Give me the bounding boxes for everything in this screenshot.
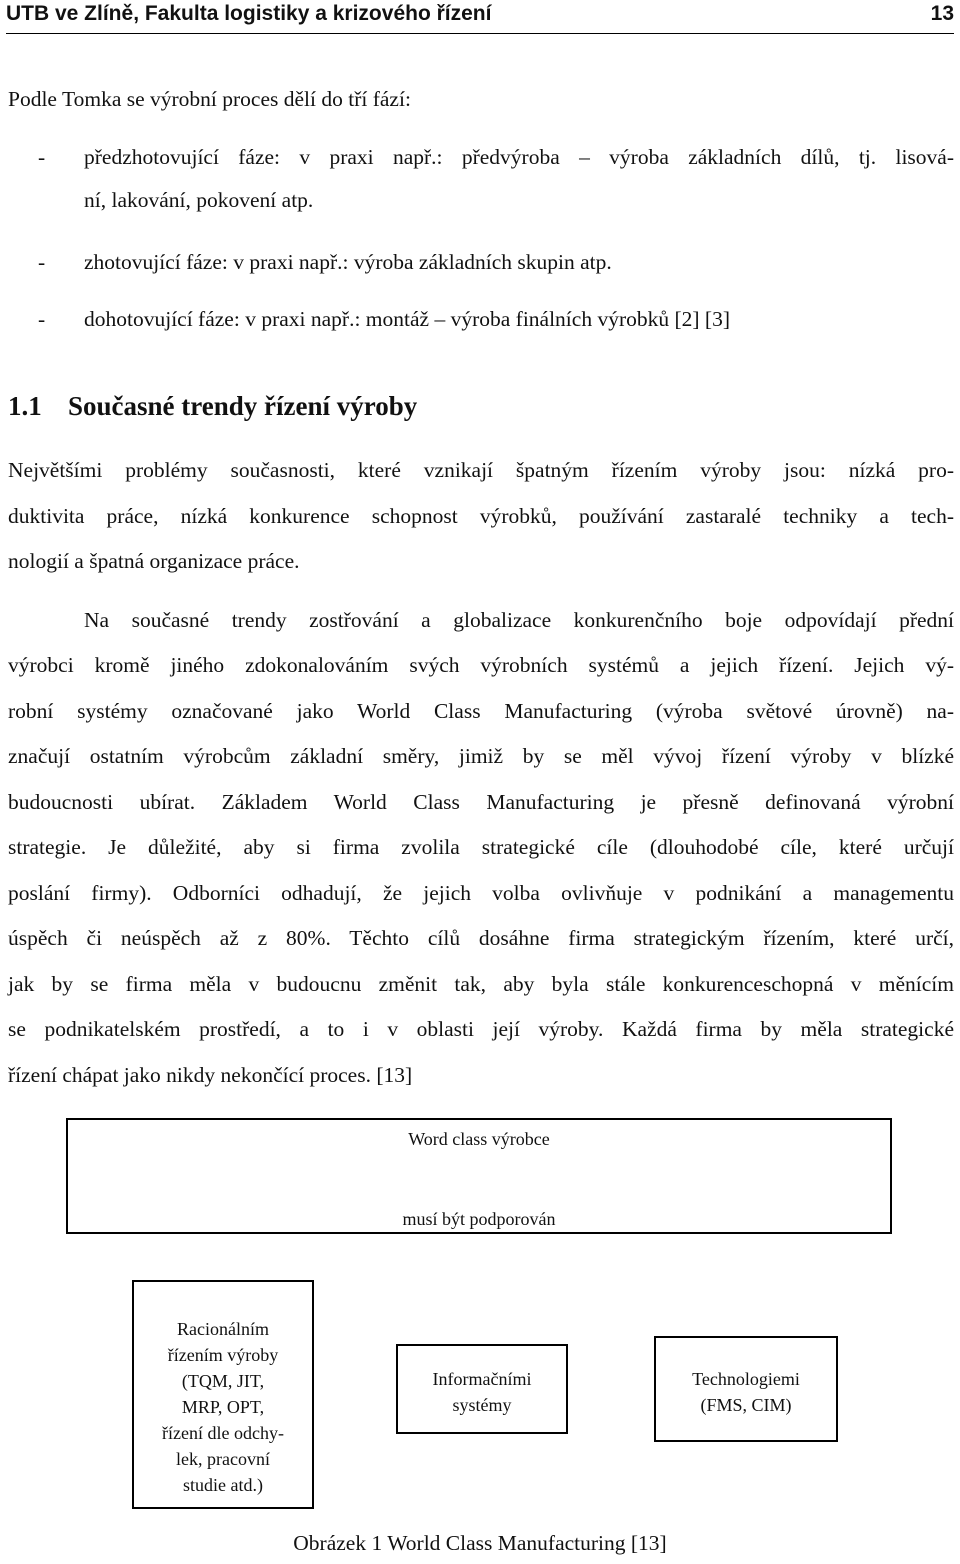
paragraph2-line: Na současné trendy zostřování a globalizace konkurenčního boje odpovídají přední xyxy=(84,608,954,632)
box-line: MRP, OPT, xyxy=(181,1397,265,1417)
list-item-1-line2: ní, lakování, pokovení atp. xyxy=(84,188,314,212)
list-dash: - xyxy=(38,307,46,331)
section-number: 1.1 xyxy=(8,391,42,421)
paragraph1-line: Největšími problémy současnosti, které vznikají špatným řízením výroby jsou: nízká pro- xyxy=(8,458,954,482)
box-line: Informačními xyxy=(432,1369,532,1389)
paragraph2-line: budoucnosti ubírat. Základem World Class Manufacturing je přesně definovaná výrobní xyxy=(8,790,954,814)
paragraph2-line: poslání firmy). Odborníci odhadují, že jejich volba ovlivňuje v podnikání a managementu xyxy=(8,881,954,905)
box-line: studie atd.) xyxy=(183,1475,263,1495)
page-header xyxy=(6,0,954,34)
list-dash: - xyxy=(38,250,46,274)
header-title: UTB ve Zlíně, Fakulta logistiky a krizového řízení xyxy=(6,2,492,25)
section-heading xyxy=(8,391,417,421)
paragraph2-line: řízení chápat jako nikdy nekončící proces. [13] xyxy=(8,1063,413,1087)
box-line: lek, pracovní xyxy=(176,1449,270,1469)
figure-caption: Obrázek 1 World Class Manufacturing [13] xyxy=(293,1531,667,1555)
intro-text: Podle Tomka se výrobní proces dělí do tří fází: xyxy=(8,87,411,111)
box-line: řízením výroby xyxy=(167,1345,279,1365)
paragraph2-line: výrobci kromě jiného zdokonalováním svých výrobních systémů a jejich řízení. Jejich vý- xyxy=(8,653,954,677)
box-line: Technologiemi xyxy=(692,1369,800,1389)
list-item-2: zhotovující fáze: v praxi např.: výroba základních skupin atp. xyxy=(84,250,612,274)
paragraph2-line: robní systémy označované jako World Class Manufacturing (výroba světové úrovně) na- xyxy=(8,699,954,723)
list-item-3: dohotovující fáze: v praxi např.: montáž – výroba finálních výrobků [2] [3] xyxy=(84,307,730,331)
paragraph2-line: značují ostatním výrobcům základní směry, jimiž by se měl vývoj řízení výroby v blízké xyxy=(8,744,954,768)
paragraph1-line: nologií a špatná organizace práce. xyxy=(8,549,300,573)
diagram-mid-label: musí být podporován xyxy=(402,1209,556,1229)
diagram-box-information-systems-text xyxy=(396,1366,568,1418)
box-line: (FMS, CIM) xyxy=(700,1395,792,1415)
section-title: Současné trendy řízení výroby xyxy=(68,391,418,421)
box-line: Racionálním xyxy=(177,1319,269,1339)
paragraph2-line: jak by se firma měla v budoucnu změnit tak, aby byla stále konkurenceschopná v měnícím xyxy=(8,972,954,996)
list-item-1-line1: předzhotovující fáze: v praxi např.: předvýroba – výroba základních dílů, tj. lisová- xyxy=(84,145,954,169)
diagram-box-rational-control-text xyxy=(132,1316,314,1498)
diagram-box-technologies-text xyxy=(654,1366,838,1418)
paragraph1-line: duktivita práce, nízká konkurence schopnost výrobků, používání zastaralé techniky a tech- xyxy=(8,504,954,528)
box-line: (TQM, JIT, xyxy=(181,1371,265,1391)
paragraph2-line: strategie. Je důležité, aby si firma zvolila strategické cíle (dlouhodobé cíle, které určují xyxy=(8,835,954,859)
paragraph2-line: úspěch či neúspěch až z 80%. Těchto cílů dosáhne firma strategickým řízením, které určí, xyxy=(8,926,954,950)
list-dash: - xyxy=(38,145,46,169)
page-number: 13 xyxy=(930,2,954,25)
box-line: řízení dle odchy- xyxy=(162,1423,284,1443)
diagram-top-label: Word class výrobce xyxy=(408,1129,550,1149)
box-line: systémy xyxy=(452,1395,512,1415)
paragraph2-line: se podnikatelském prostředí, a to i v oblasti její výroby. Každá firma by měla strategické xyxy=(8,1017,954,1041)
